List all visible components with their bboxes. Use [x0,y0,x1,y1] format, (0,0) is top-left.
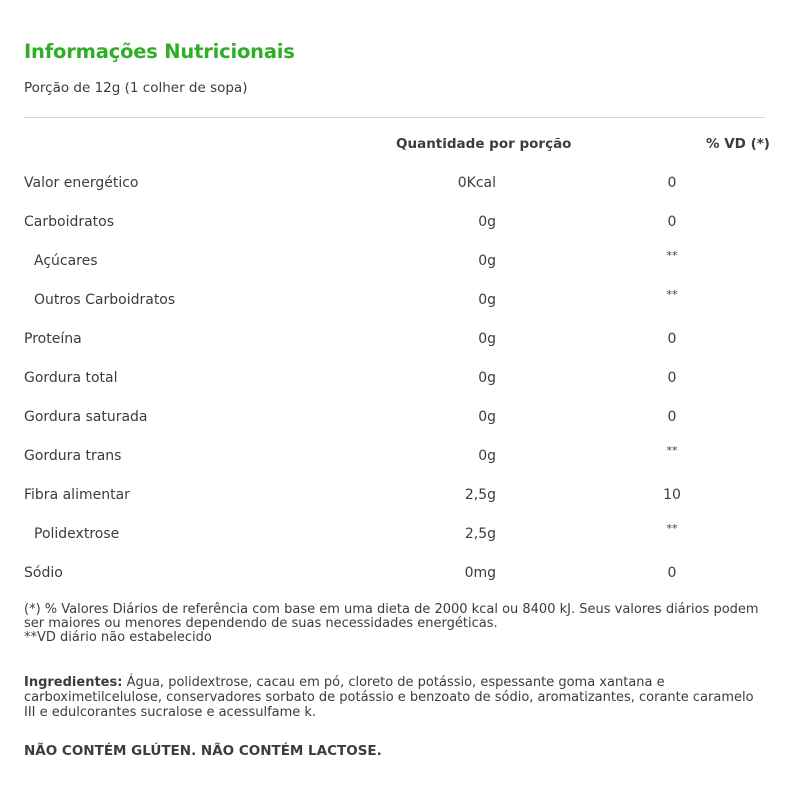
allergen-notice: NÃO CONTÉM GLÚTEN. NÃO CONTÉM LACTOSE. [24,743,382,759]
nutrient-amount: 0g [478,214,496,230]
nutrient-amount: 0g [478,409,496,425]
table-row [0,243,800,282]
nutrient-daily-value: 0 [667,409,677,425]
nutrient-daily-value: 10 [663,487,681,503]
nutrient-amount: 0mg [464,565,496,581]
ingredients-label: Ingredientes: [24,675,123,690]
nutrient-daily-value: 0 [667,214,677,230]
header-divider [24,117,765,118]
vd-reference-note: (*) % Valores Diários de referência com base em uma dieta de 2000 kcal ou 8400 kJ. Seus valores diários podem ser maiores ou menores dependendo de suas necessidades energéticas. [24,602,759,631]
table-row [0,282,800,321]
ingredients-text: Água, polidextrose, cacau em pó, cloreto de potássio, espessante goma xantana e carboximetilcelulose, conservadores sorbato de potássio e benzoato de sódio, aromatizantes, corante caramelo III e edulcorantes sucralose e acessulfame k. [24,675,754,720]
nutrient-daily-value: 0 [667,565,677,581]
nutrient-daily-value: 0 [667,370,677,386]
nutrition-table [0,165,800,594]
nutrient-amount: 0g [478,292,496,308]
nutrient-name: Carboidratos [24,214,115,230]
nutrient-name: Proteína [24,331,82,347]
nutrient-name: Outros Carboidratos [34,292,176,308]
vd-not-established-note: **VD diário não estabelecido [24,630,212,645]
table-row [0,165,800,204]
table-row [0,399,800,438]
nutrient-amount: 2,5g [464,487,496,503]
nutrient-amount: 0g [478,331,496,347]
nutrient-daily-value: ** [666,444,678,457]
table-row [0,555,800,594]
nutrient-name: Valor energético [24,175,139,191]
page-title: Informações Nutricionais [24,40,295,63]
footnotes [24,603,774,645]
nutrient-name: Gordura trans [24,448,122,464]
table-row [0,360,800,399]
nutrient-amount: 0g [478,448,496,464]
nutrient-daily-value: 0 [667,331,677,347]
nutrient-amount: 0Kcal [457,175,496,191]
nutrient-daily-value: ** [666,522,678,535]
nutrient-name: Gordura saturada [24,409,148,425]
quantity-column-header: Quantidade por porção [396,136,572,152]
table-row [0,477,800,516]
nutrient-name: Açúcares [34,253,98,269]
table-row [0,321,800,360]
table-row [0,438,800,477]
nutrient-amount: 2,5g [464,526,496,542]
nutrient-name: Sódio [24,565,63,581]
nutrient-name: Fibra alimentar [24,487,130,503]
nutrient-daily-value: ** [666,288,678,301]
nutrient-amount: 0g [478,253,496,269]
ingredients [24,675,769,720]
nutrient-daily-value: ** [666,249,678,262]
table-row [0,516,800,555]
daily-value-column-header: % VD (*) [706,136,770,152]
nutrient-daily-value: 0 [667,175,677,191]
nutrient-amount: 0g [478,370,496,386]
nutrient-name: Gordura total [24,370,118,386]
portion-size: Porção de 12g (1 colher de sopa) [24,80,248,96]
nutrient-name: Polidextrose [34,526,120,542]
table-row [0,204,800,243]
